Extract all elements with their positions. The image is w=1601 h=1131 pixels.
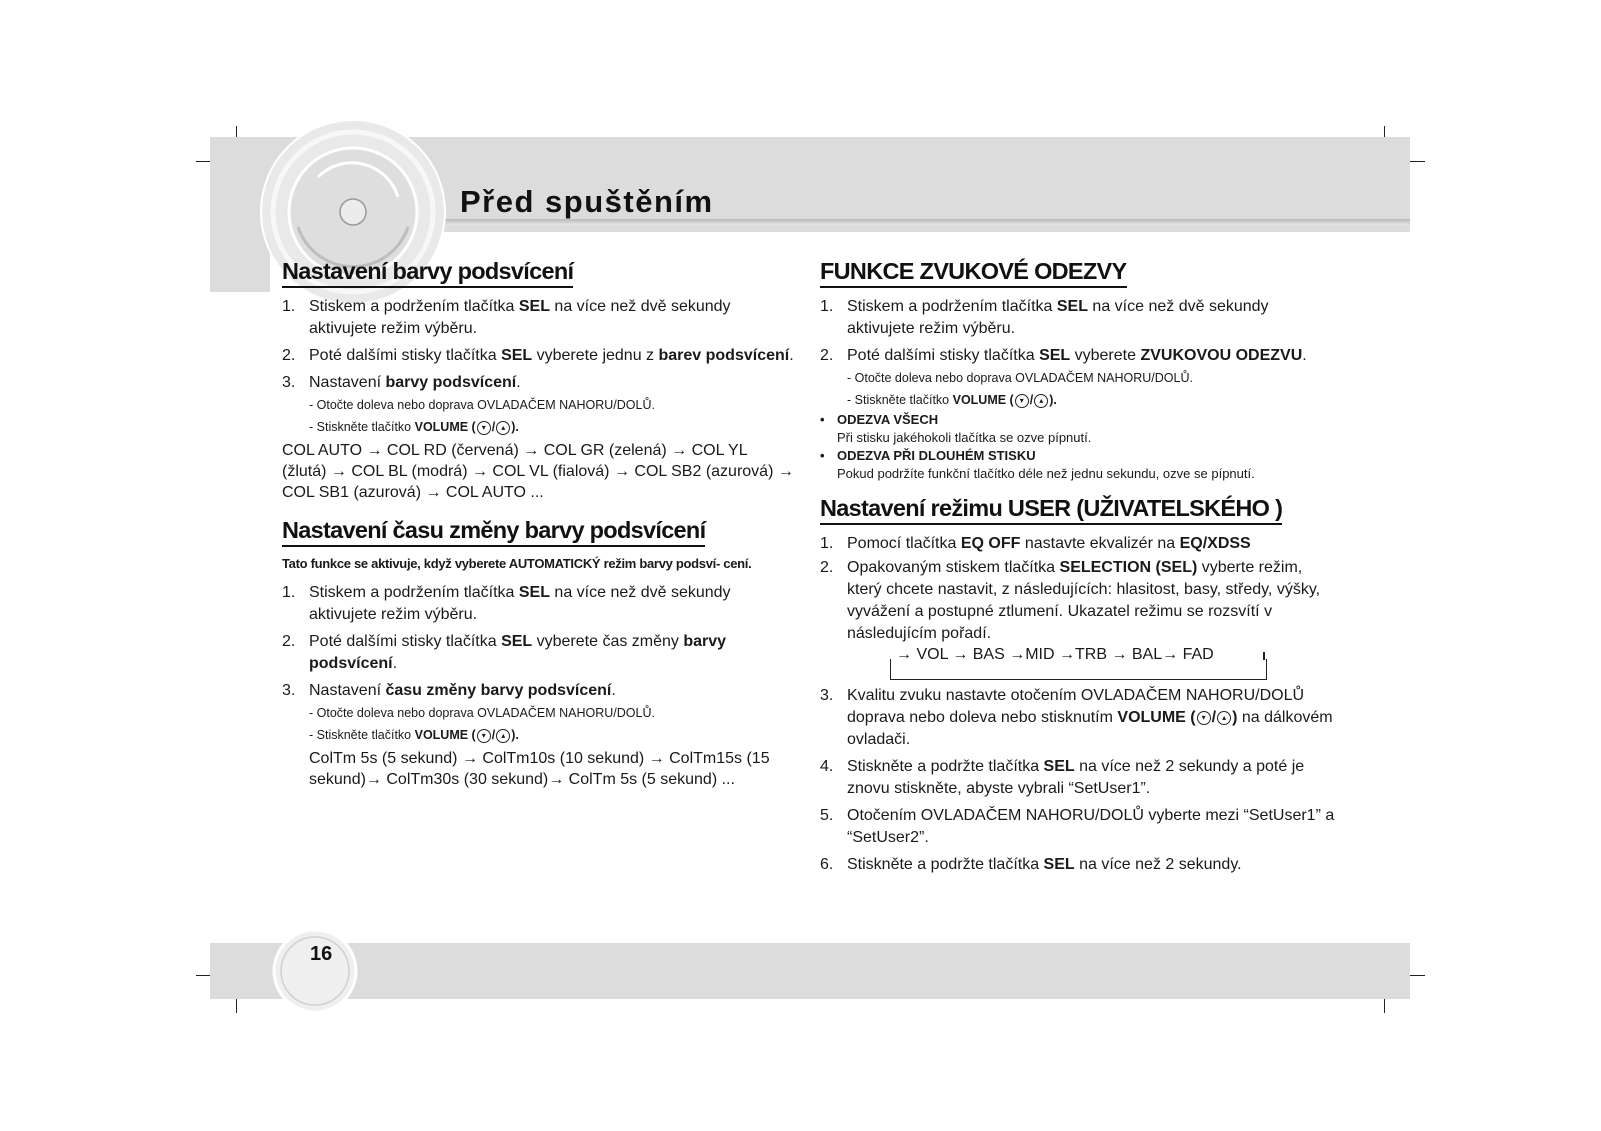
left-column bbox=[282, 254, 794, 804]
volume-up-icon: ▴ bbox=[1034, 394, 1048, 408]
page-number-disc-icon bbox=[272, 928, 358, 1014]
list-item: 2. Poté dalšími stisky tlačítka SEL vyberete čas změny barvy podsvícení. bbox=[282, 633, 727, 673]
volume-down-icon: ▾ bbox=[477, 421, 491, 435]
bullet-item: • ODEZVA PŘI DLOUHÉM STISKU Pokud podržíte funkční tlačítko déle než jednu sekundu, ozve se pípnutí. bbox=[820, 448, 1255, 482]
sub-instruction: - Stiskněte tlačítko VOLUME ( ▾ / ▴ ). bbox=[309, 420, 519, 435]
volume-up-icon: ▴ bbox=[496, 421, 510, 435]
page-title: Před spuštěním bbox=[460, 184, 714, 219]
volume-up-icon: ▴ bbox=[1217, 711, 1231, 725]
volume-down-icon: ▾ bbox=[477, 729, 491, 743]
list-item: 3. Nastavení barvy podsvícení. bbox=[282, 374, 521, 392]
list-item: 1. Stiskem a podržením tlačítka SEL na více než dvě sekundy aktivujete režim výběru. bbox=[282, 298, 731, 338]
mode-order-text: → VOL → BAS →MID →TRB → BAL→ FAD bbox=[892, 646, 1218, 664]
loop-arrow-tick bbox=[1263, 652, 1265, 660]
mode-order-diagram bbox=[820, 647, 1340, 681]
section-title-beep-function: FUNKCE ZVUKOVÉ ODEZVY bbox=[820, 258, 1127, 288]
sub-instruction: - Otočte doleva nebo doprava OVLADAČEM NAHORU/DOLŮ. bbox=[309, 398, 655, 413]
bullet-item: • ODEZVA VŠECH Při stisku jakéhokoli tlačítka se ozve pípnutí. bbox=[820, 412, 1092, 446]
section-title-color-change-time: Nastavení času změny barvy podsvícení bbox=[282, 517, 705, 547]
sub-instruction: - Stiskněte tlačítko VOLUME ( ▾ / ▴ ). bbox=[847, 393, 1057, 408]
page-number: 16 bbox=[310, 943, 333, 965]
volume-down-icon: ▾ bbox=[1197, 711, 1211, 725]
bullet-icon: • bbox=[820, 412, 825, 428]
list-item: 3. Nastavení času změny barvy podsvícení. bbox=[282, 682, 616, 700]
list-item: 3. Kvalitu zvuku nastavte otočením OVLADAČEM NAHORU/DOLŮ doprava nebo doleva nebo stisknutím VOLUME ( ▾ / ▴ ) na dálkovém ovladači. bbox=[820, 687, 1333, 749]
right-column bbox=[820, 254, 1340, 881]
sub-instruction: - Otočte doleva nebo doprava OVLADAČEM NAHORU/DOLŮ. bbox=[309, 706, 655, 721]
list-item: 5. Otočením OVLADAČEM NAHORU/DOLŮ vyberte mezi “SetUser1” a “SetUser2”. bbox=[820, 807, 1335, 847]
footer-band bbox=[210, 943, 1410, 999]
list-item: 1. Stiskem a podržením tlačítka SEL na více než dvě sekundy aktivujete režim výběru. bbox=[820, 298, 1269, 338]
section-title-backlight-color: Nastavení barvy podsvícení bbox=[282, 258, 573, 288]
bullet-icon: • bbox=[820, 448, 825, 464]
sub-instruction: - Otočte doleva nebo doprava OVLADAČEM NAHORU/DOLŮ. bbox=[847, 371, 1193, 386]
sub-instruction: - Stiskněte tlačítko VOLUME ( ▾ / ▴ ). bbox=[309, 728, 519, 743]
volume-up-icon: ▴ bbox=[496, 729, 510, 743]
list-item: 2. Poté dalšími stisky tlačítka SEL vyberete ZVUKOVOU ODEZVU. bbox=[820, 347, 1307, 365]
list-item: 1. Pomocí tlačítka EQ OFF nastavte ekvalizér na EQ/XDSS bbox=[820, 535, 1251, 553]
list-item: 2. Poté dalšími stisky tlačítka SEL vyberete jednu z barev podsvícení. bbox=[282, 347, 794, 365]
list-item: 6. Stiskněte a podržte tlačítka SEL na více než 2 sekundy. bbox=[820, 856, 1242, 874]
time-sequence: ColTm 5s (5 sekund) → ColTm10s (10 sekund) → ColTm15s (15 sekund)→ ColTm30s (30 sekund)→ ColTm 5s (5 sekund) ... bbox=[309, 750, 770, 789]
section-title-user-mode: Nastavení režimu USER (UŽIVATELSKÉHO ) bbox=[820, 495, 1282, 525]
list-item: 1. Stiskem a podržením tlačítka SEL na více než dvě sekundy aktivujete režim výběru. bbox=[282, 584, 731, 624]
list-item: 2. Opakovaným stiskem tlačítka SELECTION (SEL) vyberte režim, který chcete nastavit, z následujících: hlasitost, basy, středy, výšky, vyvážení a postupné ztlumení. Ukazatel režimu se rozsvítí v následujícím pořadí. bbox=[820, 559, 1321, 643]
list-item: 4. Stiskněte a podržte tlačítka SEL na více než 2 sekundy a poté je znovu stiskněte, abyste vybrali “SetUser1”. bbox=[820, 758, 1305, 798]
volume-down-icon: ▾ bbox=[1015, 394, 1029, 408]
section-intro: Tato funkce se aktivuje, když vyberete AUTOMATICKÝ režim barvy podsví- cení. bbox=[282, 556, 752, 572]
color-sequence: COL AUTO → COL RD (červená) → COL GR (zelená) → COL YL (žlutá) → COL BL (modrá) → COL VL (fialová) → COL SB2 (azurová) → COL SB1 (azurová) → COL AUTO ... bbox=[282, 442, 794, 502]
